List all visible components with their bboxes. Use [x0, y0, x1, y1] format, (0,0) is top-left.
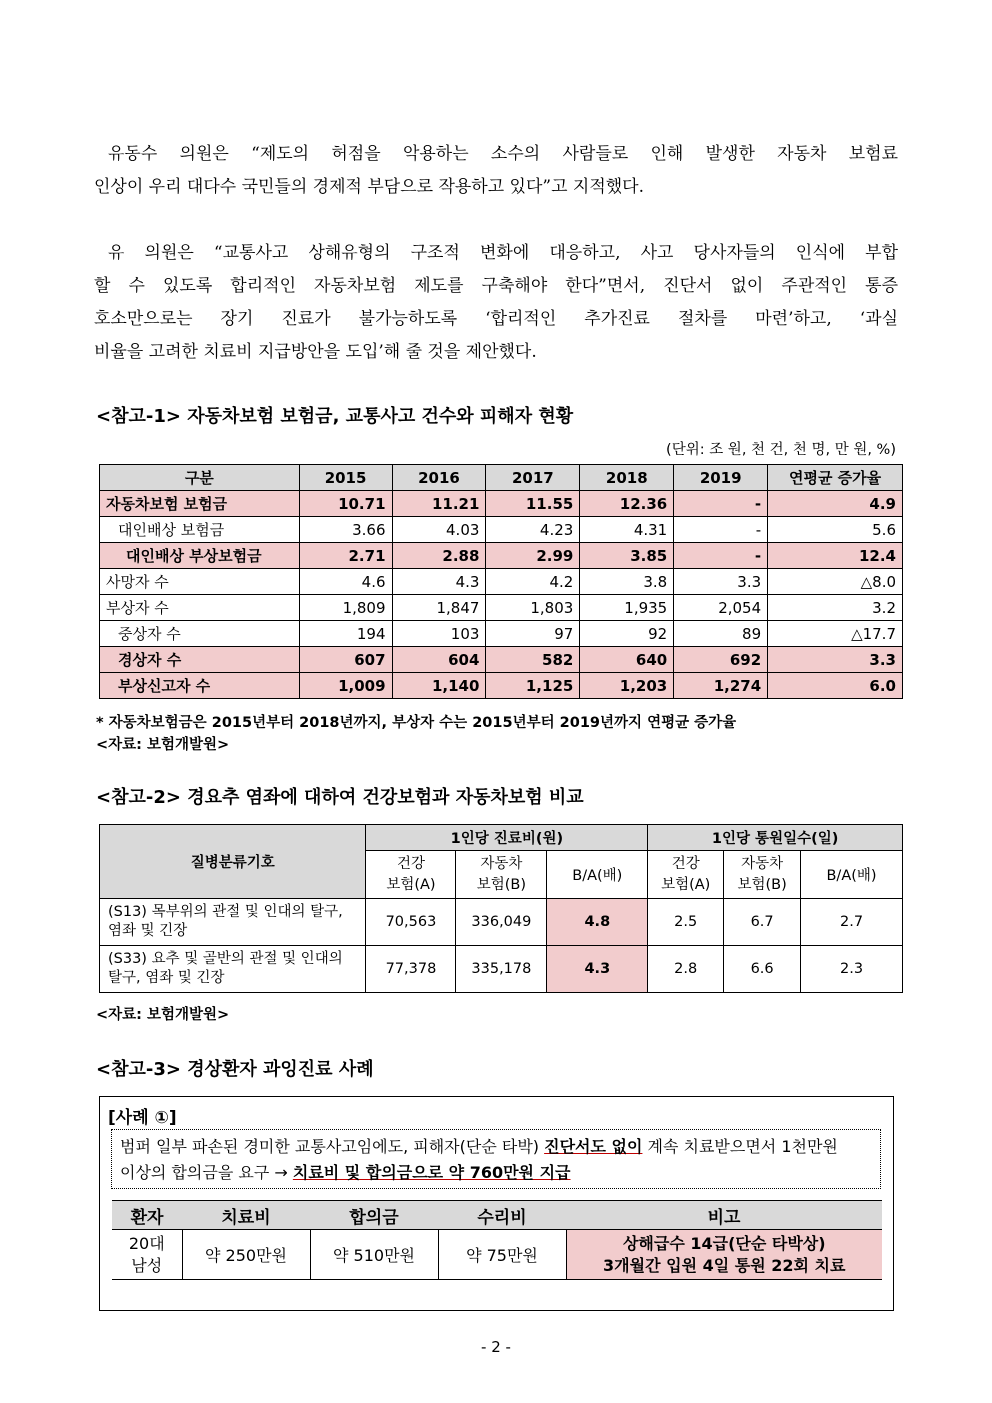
- ref1-footnote: * 자동차보험금은 2015년부터 2018년까지, 부상자 수는 2015년부터 2019년까지 연평균 증가율: [96, 715, 737, 731]
- desc-text: 이상의 합의금을 요구 →: [120, 1163, 293, 1182]
- cell: 3.66: [299, 517, 392, 543]
- cell: -: [674, 543, 768, 569]
- cell: -: [674, 517, 768, 543]
- cell: 1,847: [392, 595, 486, 621]
- cell: 1,009: [299, 673, 392, 699]
- row-label: 자동차보험 보험금: [100, 491, 300, 517]
- ref1-unit: (단위: 조 원, 천 건, 천 명, 만 원, %): [666, 442, 896, 458]
- header-cell: 2018: [580, 465, 674, 491]
- ref2-source: <자료: 보험개발원>: [96, 1007, 230, 1023]
- cell: 1,274: [674, 673, 768, 699]
- cell: 97: [486, 621, 580, 647]
- cell: 약 250만원: [182, 1230, 310, 1280]
- case-description: [111, 1129, 881, 1189]
- para1-line: 유동수 의원은 “제도의 허점을 악용하는 소수의 사람들로 인해 발생한 자동차 보험료: [108, 144, 898, 164]
- cell: 3.2: [768, 595, 903, 621]
- table-row: [100, 517, 903, 543]
- desc-text: 계속 치료받으면서 1천만원: [642, 1137, 838, 1156]
- cell: 4.9: [768, 491, 903, 517]
- cell: 2.71: [299, 543, 392, 569]
- cell: 11.21: [392, 491, 486, 517]
- cell: 4.3: [392, 569, 486, 595]
- cell: -: [674, 491, 768, 517]
- cell: 6.6: [724, 946, 801, 993]
- desc-text: 범퍼 일부 파손된 경미한 교통사고임에도, 피해자(단순 타박): [120, 1137, 545, 1156]
- row-label: (S33) 요추 및 골반의 관절 및 인대의 탈구, 염좌 및 긴장: [100, 946, 366, 993]
- row-label: 부상신고자 수: [100, 673, 300, 699]
- desc-highlight: 진단서도 없이: [544, 1137, 643, 1156]
- cell: 3.8: [580, 569, 674, 595]
- ref2-table: [99, 824, 903, 993]
- cell: 6.0: [768, 673, 903, 699]
- table-row: [100, 647, 903, 673]
- header-cell: 2017: [486, 465, 580, 491]
- header-cell: 연평균 증가율: [768, 465, 903, 491]
- ref2-heading: <참고-2> 경요추 염좌에 대하여 건강보험과 자동차보험 비교: [96, 787, 584, 808]
- para2-line: 할 수 있도록 합리적인 자동차보험 제도를 구축해야 한다”면서, 진단서 없이 주관적인 통증: [94, 276, 898, 296]
- header-cell: 자동차 보험(B): [456, 851, 547, 899]
- cell: 4.8: [547, 899, 648, 946]
- cell: 12.4: [768, 543, 903, 569]
- table-row: [100, 899, 903, 946]
- row-label: 부상자 수: [100, 595, 300, 621]
- cell: 194: [299, 621, 392, 647]
- header-cell: 구분: [100, 465, 300, 491]
- header-cell: 2019: [674, 465, 768, 491]
- cell: 604: [392, 647, 486, 673]
- note-line-2: 3개월간 입원 4일 통원 22회 치료: [603, 1255, 846, 1275]
- table-header-row: [100, 465, 903, 491]
- cell: 92: [580, 621, 674, 647]
- cell: 692: [674, 647, 768, 673]
- cell: 1,203: [580, 673, 674, 699]
- ref1-table: [99, 464, 903, 699]
- para1-line: 인상이 우리 대다수 국민들의 경제적 부담으로 작용하고 있다”고 지적했다.: [94, 177, 644, 197]
- header-cell: B/A(배): [547, 851, 648, 899]
- cell: 77,378: [366, 946, 456, 993]
- cell: 1,803: [486, 595, 580, 621]
- cell: 4.3: [547, 946, 648, 993]
- case-table: [112, 1200, 882, 1280]
- page-number: - 2 -: [481, 1338, 511, 1356]
- cell: 1,140: [392, 673, 486, 699]
- para2-line: 유 의원은 “교통사고 상해유형의 구조적 변화에 대응하고, 사고 당사자들의 인식에 부합: [108, 243, 898, 263]
- header-cell: 1인당 진료비(원): [366, 825, 648, 851]
- cell: 3.3: [768, 647, 903, 673]
- cell: 3.85: [580, 543, 674, 569]
- cell: 3.3: [674, 569, 768, 595]
- cell: [566, 1230, 882, 1280]
- header-cell: 환자: [112, 1201, 182, 1230]
- para2-line: 호소만으로는 장기 진료가 불가능하도록 ‘합리적인 추가진료 절차를 마련’하고, ‘과실: [94, 309, 898, 329]
- row-label: 대인배상 보험금: [100, 517, 300, 543]
- case-title: [사례 ①]: [108, 1108, 177, 1128]
- row-label: 사망자 수: [100, 569, 300, 595]
- table-row: [100, 543, 903, 569]
- cell: 2.5: [648, 899, 724, 946]
- cell: 2.7: [801, 899, 903, 946]
- paragraph-1: [94, 138, 898, 204]
- table-row: [100, 569, 903, 595]
- cell: 2,054: [674, 595, 768, 621]
- cell: 약 75만원: [438, 1230, 566, 1280]
- cell: 약 510만원: [310, 1230, 438, 1280]
- cell: 10.71: [299, 491, 392, 517]
- header-cell: 합의금: [310, 1201, 438, 1230]
- cell: 4.23: [486, 517, 580, 543]
- header-cell: 1인당 통원일수(일): [648, 825, 903, 851]
- cell: 2.3: [801, 946, 903, 993]
- cell: 6.7: [724, 899, 801, 946]
- header-cell: 치료비: [182, 1201, 310, 1230]
- table-header-row: [100, 825, 903, 851]
- cell: 5.6: [768, 517, 903, 543]
- header-cell: 자동차 보험(B): [724, 851, 801, 899]
- desc-highlight: 치료비 및 합의금으로 약 760만원 지급: [292, 1163, 571, 1182]
- table-row: [100, 621, 903, 647]
- ref3-heading: <참고-3> 경상환자 과잉진료 사례: [96, 1059, 374, 1080]
- table-row: [100, 946, 903, 993]
- cell: 89: [674, 621, 768, 647]
- cell: 607: [299, 647, 392, 673]
- header-cell: 질병분류기호: [100, 825, 366, 899]
- header-cell: 건강 보험(A): [648, 851, 724, 899]
- row-label: 경상자 수: [100, 647, 300, 673]
- table-row: [100, 595, 903, 621]
- cell: 1,809: [299, 595, 392, 621]
- header-cell: 2015: [299, 465, 392, 491]
- para2-line: 비율을 고려한 치료비 지급방안을 도입’해 줄 것을 제안했다.: [94, 342, 537, 362]
- cell: 582: [486, 647, 580, 673]
- cell: 2.99: [486, 543, 580, 569]
- header-cell: 비고: [566, 1201, 882, 1230]
- header-cell: B/A(배): [801, 851, 903, 899]
- row-label: (S13) 목부위의 관절 및 인대의 탈구, 염좌 및 긴장: [100, 899, 366, 946]
- ref1-source: <자료: 보험개발원>: [96, 737, 230, 753]
- cell: 1,935: [580, 595, 674, 621]
- cell: 336,049: [456, 899, 547, 946]
- cell: 1,125: [486, 673, 580, 699]
- paragraph-2: [94, 237, 898, 369]
- table-header-row: [112, 1201, 882, 1230]
- cell: △17.7: [768, 621, 903, 647]
- case-box: [99, 1096, 894, 1311]
- cell: 70,563: [366, 899, 456, 946]
- cell: 103: [392, 621, 486, 647]
- row-label: 중상자 수: [100, 621, 300, 647]
- note-line-1: 상해급수 14급(단순 타박상): [622, 1233, 826, 1253]
- row-label: 대인배상 부상보험금: [100, 543, 300, 569]
- cell: 20대 남성: [112, 1230, 182, 1280]
- ref1-heading: <참고-1> 자동차보험 보험금, 교통사고 건수와 피해자 현황: [96, 406, 574, 427]
- cell: 2.88: [392, 543, 486, 569]
- cell: 2.8: [648, 946, 724, 993]
- cell: 4.03: [392, 517, 486, 543]
- cell: △8.0: [768, 569, 903, 595]
- table-row: [112, 1230, 882, 1280]
- cell: 335,178: [456, 946, 547, 993]
- cell: 4.31: [580, 517, 674, 543]
- table-row: [100, 491, 903, 517]
- header-cell: 수리비: [438, 1201, 566, 1230]
- cell: 12.36: [580, 491, 674, 517]
- cell: 4.2: [486, 569, 580, 595]
- header-cell: 건강 보험(A): [366, 851, 456, 899]
- cell: 11.55: [486, 491, 580, 517]
- cell: 640: [580, 647, 674, 673]
- cell: 4.6: [299, 569, 392, 595]
- header-cell: 2016: [392, 465, 486, 491]
- table-row: [100, 673, 903, 699]
